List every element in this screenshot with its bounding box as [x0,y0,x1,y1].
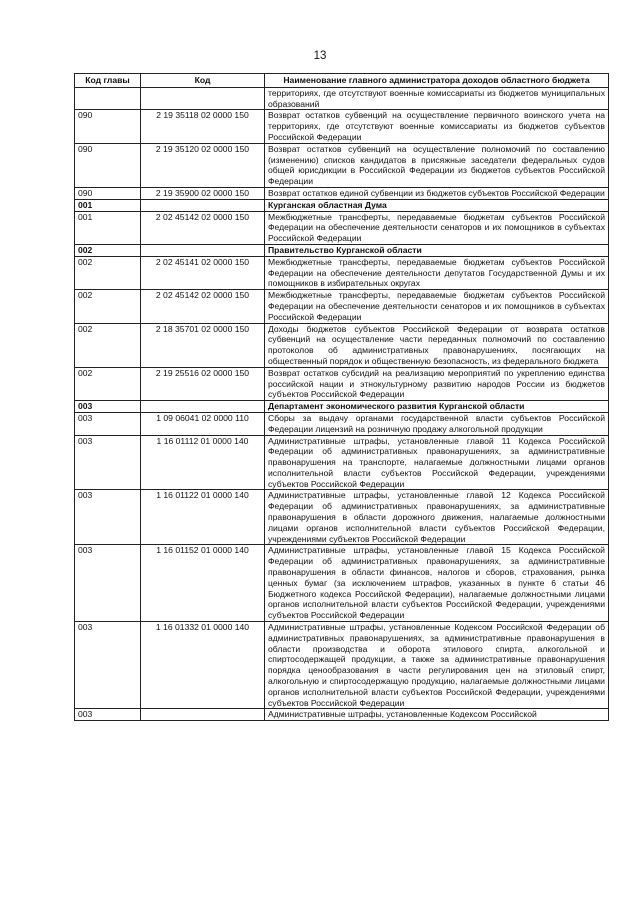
page-number: 13 [313,50,327,62]
chapter-code-cell: 003 [75,545,141,622]
name-cell: Правительство Курганской области [265,244,609,256]
code-cell [141,401,265,413]
table-row [75,435,609,490]
chapter-code-cell: 090 [75,187,141,199]
chapter-code-cell: 002 [75,244,141,256]
section-row [75,401,609,413]
name-cell: Административные штрафы, установленные главой 11 Кодекса Российской Федерации об административных правонарушениях, за административные правонарушения на транспорте, налагаемые должностными лицами органов исполнительной власти субъектов Российской Федерации, учреждениями субъектов Российской Федерации [265,435,609,490]
name-cell: Административные штрафы, установленные главой 15 Кодекса Российской Федерации об административных правонарушениях, за административные правонарушения в области финансов, налогов и сборов, страхования, рынка ценных бумаг (за исключением штрафов, указанных в пункте 6 статьи 46 Бюджетного кодекса Российской Федерации), налагаемые должностными лицами органов исполнительной власти субъектов Российской Федерации, учреждениями субъектов Российской Федерации [265,545,609,622]
section-row [75,199,609,211]
name-cell: Межбюджетные трансферты, передаваемые бюджетам субъектов Российской Федерации на обеспечение деятельности депутатов Государственной Думы и их помощников в избирательных округах [265,256,609,289]
name-cell: Сборы за выдачу органами государственной власти субъектов Российской Федерации лицензий на розничную продажу алкогольной продукции [265,412,609,435]
chapter-code-cell: 002 [75,256,141,289]
table-row [75,143,609,187]
chapter-code-cell: 090 [75,143,141,187]
chapter-code-cell: 003 [75,622,141,709]
table-body [75,87,609,720]
header-administrator-name: Наименование главного администратора доходов областного бюджета [265,74,609,88]
chapter-code-cell: 002 [75,323,141,367]
table-row [75,187,609,199]
chapter-code-cell: 001 [75,199,141,211]
code-cell: 1 09 06041 02 0000 110 [141,412,265,435]
chapter-code-cell [75,87,141,110]
code-cell: 2 19 35120 02 0000 150 [141,143,265,187]
code-cell: 1 16 01112 01 0000 140 [141,435,265,490]
name-cell: Административные штрафы, установленные главой 12 Кодекса Российской Федерации об административных правонарушениях, за административные правонарушения в области дорожного движения, налагаемые должностными лицами органов исполнительной власти субъектов Российской Федерации, учреждениями субъектов Российской Федерации [265,490,609,545]
code-cell [141,244,265,256]
table-row [75,323,609,367]
code-cell: 2 19 25516 02 0000 150 [141,367,265,400]
table-row [75,87,609,110]
table-row [75,490,609,545]
code-cell: 1 16 01152 01 0000 140 [141,545,265,622]
name-cell: Межбюджетные трансферты, передаваемые бюджетам субъектов Российской Федерации на обеспечение деятельности сенаторов и их помощников в субъектах Российской Федерации [265,211,609,244]
code-cell: 2 02 45141 02 0000 150 [141,256,265,289]
chapter-code-cell: 003 [75,490,141,545]
code-cell: 1 16 01332 01 0000 140 [141,622,265,709]
name-cell: территориях, где отсутствуют военные комиссариаты из бюджетов муниципальных образований [265,87,609,110]
table-row [75,709,609,721]
table-row [75,412,609,435]
code-cell [141,87,265,110]
code-cell: 2 02 45142 02 0000 150 [141,290,265,323]
section-row [75,244,609,256]
chapter-code-cell: 003 [75,435,141,490]
table-row [75,290,609,323]
name-cell: Возврат остатков субвенций на осуществление полномочий по составлению (изменению) списков кандидатов в присяжные заседатели федеральных судов общей юрисдикции в Российской Федерации из бюджетов субъектов Российской Федерации [265,143,609,187]
table-row [75,367,609,400]
name-cell: Доходы бюджетов субъектов Российской Федерации от возврата остатков субвенций на осуществление части переданных полномочий по составлению протоколов об административных правонарушениях, посягающих на общественный порядок и общественную безопасность, из федерального бюджета [265,323,609,367]
header-code: Код [141,74,265,88]
revenue-administrators-table [74,73,609,721]
name-cell: Курганская областная Дума [265,199,609,211]
chapter-code-cell: 002 [75,367,141,400]
code-cell [141,709,265,721]
name-cell: Административные штрафы, установленные Кодексом Российской [265,709,609,721]
code-cell [141,199,265,211]
chapter-code-cell: 003 [75,401,141,413]
chapter-code-cell: 003 [75,412,141,435]
code-cell: 1 16 01122 01 0000 140 [141,490,265,545]
table-row [75,211,609,244]
name-cell: Департамент экономического развития Курганской области [265,401,609,413]
table-header-row [75,74,609,88]
name-cell: Межбюджетные трансферты, передаваемые бюджетам субъектов Российской Федерации на обеспечение деятельности сенаторов и их помощников в субъектах Российской Федерации [265,290,609,323]
name-cell: Административные штрафы, установленные Кодексом Российской Федерации об административных правонарушениях, за административные правонарушения в области производства и оборота этилового спирта, алкогольной и спиртосодержащей продукции, а также за административные правонарушения порядка ценообразования в части регулирования цен на этиловый спирт, алкогольную и спиртосодержащую продукцию, налагаемые должностными лицами органов исполнительной власти субъектов Российской Федерации, учреждениями субъектов Российской Федерации [265,622,609,709]
table-row [75,622,609,709]
chapter-code-cell: 002 [75,290,141,323]
code-cell: 2 19 35900 02 0000 150 [141,187,265,199]
name-cell: Возврат остатков субсидий на реализацию мероприятий по укреплению единства российской нации и этнокультурному развитию народов России из бюджетов субъектов Российской Федерации [265,367,609,400]
code-cell: 2 18 35701 02 0000 150 [141,323,265,367]
table-row [75,256,609,289]
name-cell: Возврат остатков субвенций на осуществление первичного воинского учета на территориях, где отсутствуют военные комиссариаты из бюджетов субъектов Российской Федерации [265,110,609,143]
table-row [75,545,609,622]
chapter-code-cell: 003 [75,709,141,721]
table-row [75,110,609,143]
header-chapter-code: Код главы [75,74,141,88]
chapter-code-cell: 090 [75,110,141,143]
name-cell: Возврат остатков единой субвенции из бюджетов субъектов Российской Федерации [265,187,609,199]
chapter-code-cell: 001 [75,211,141,244]
code-cell: 2 19 35118 02 0000 150 [141,110,265,143]
code-cell: 2 02 45142 02 0000 150 [141,211,265,244]
